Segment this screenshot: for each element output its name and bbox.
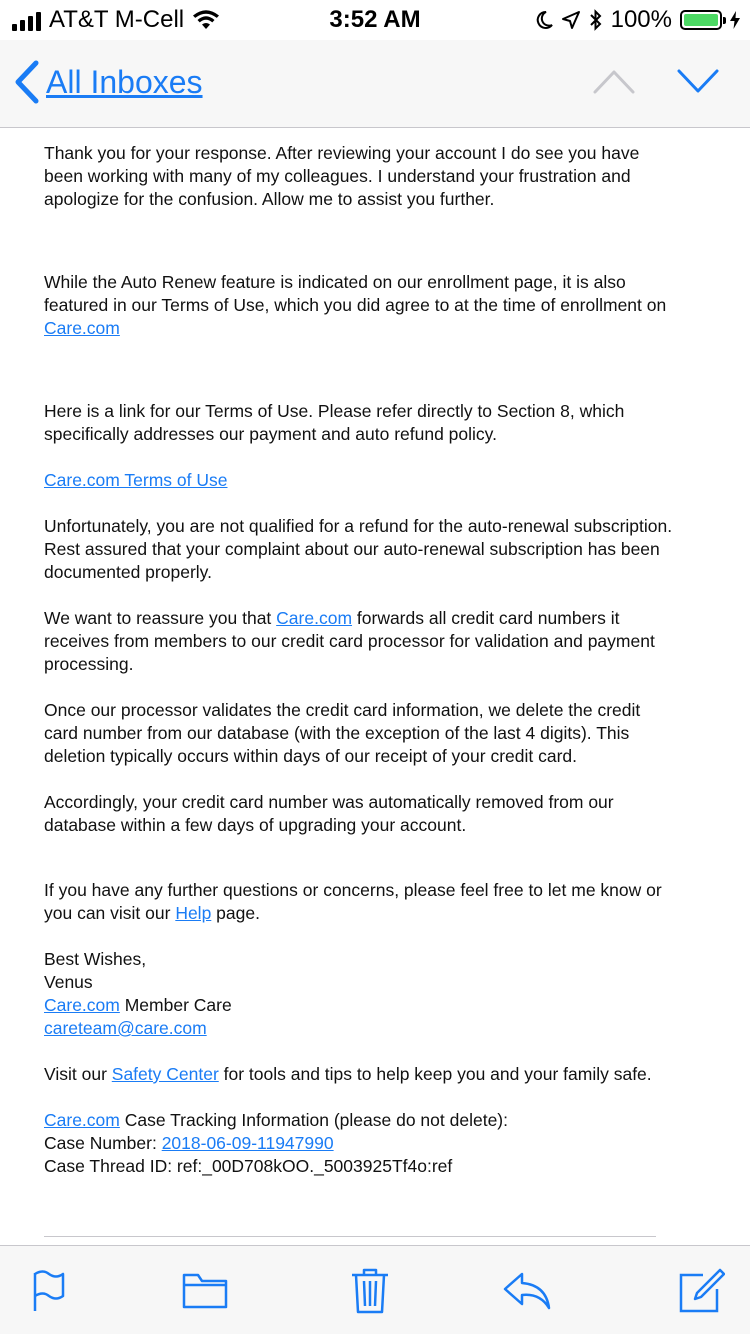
signature-email: [44, 1017, 674, 1040]
bluetooth-icon: [589, 9, 603, 31]
trash-icon: [350, 1267, 390, 1315]
paragraph-help: [44, 879, 674, 925]
reassure-before: We want to reassure you that: [44, 608, 277, 628]
paragraph-deletion: Once our processor validates the credit card information, we delete the credit card number from our database (with the exception of the last 4 digits). This deletion typically occurs within days of our receipt of your credit card.: [44, 700, 641, 766]
bottom-toolbar: [0, 1245, 750, 1334]
message-nav-arrows: [592, 66, 720, 96]
battery-fill: [684, 14, 718, 26]
folder-icon: [182, 1272, 228, 1310]
status-bar: [0, 0, 750, 40]
flag-button[interactable]: [24, 1266, 74, 1316]
safety-before: Visit our: [44, 1064, 112, 1084]
next-message-button[interactable]: [676, 66, 720, 96]
trash-button[interactable]: [345, 1266, 395, 1316]
help-link[interactable]: Help: [175, 903, 212, 923]
chevron-down-icon: [676, 66, 720, 96]
chevron-up-icon: [592, 66, 636, 96]
compose-button[interactable]: [676, 1266, 726, 1316]
paragraph-refund: Unfortunately, you are not qualified for a refund for the auto-renewal subscription. Rest assured that your complaint about our auto-renewal subscription has been documented properly.: [44, 516, 673, 582]
paragraph-greeting: Thank you for your response. After reviewing your account I do see you have been working with many of my colleagues. I understand your frustration and apologize for the confusion. Allow me to assist you further.: [44, 143, 640, 209]
nav-bar: [0, 40, 750, 128]
email-body: [44, 142, 674, 1178]
clock: 3:52 AM: [329, 6, 421, 33]
help-before: If you have any further questions or concerns, please feel free to let me know or you can visit our: [44, 880, 662, 923]
flag-icon: [29, 1269, 69, 1313]
status-right: [535, 6, 740, 34]
help-after: page.: [211, 903, 260, 923]
charging-icon: [730, 11, 740, 29]
case-number-label: Case Number:: [44, 1133, 162, 1153]
signature-company: [44, 994, 674, 1017]
moon-icon: [535, 10, 553, 30]
care-link[interactable]: Care.com: [44, 995, 120, 1015]
compose-icon: [677, 1267, 725, 1315]
previous-message-button[interactable]: [592, 66, 636, 96]
auto-renew-text: While the Auto Renew feature is indicated on our enrollment page, it is also featured in our Terms of Use, which you did agree to at the time of enrollment on: [44, 272, 667, 315]
safety-center-link[interactable]: Safety Center: [111, 1064, 219, 1084]
case-title-text: Case Tracking Information (please do not delete):: [119, 1110, 508, 1130]
safety-after: for tools and tips to help keep you and your family safe.: [218, 1064, 652, 1084]
terms-of-use-link[interactable]: Care.com Terms of Use: [44, 470, 228, 490]
care-link[interactable]: Care.com: [276, 608, 353, 628]
care-link[interactable]: Care.com: [44, 1110, 120, 1130]
case-tracking-title: [44, 1109, 674, 1132]
case-number: [44, 1132, 674, 1155]
chevron-left-icon: [14, 60, 40, 104]
signature-greeting: Best Wishes,: [44, 949, 147, 969]
move-to-folder-button[interactable]: [180, 1266, 230, 1316]
paragraph-terms-link: [44, 469, 674, 492]
case-thread-id: Case Thread ID: ref:_00D708kOO._5003925Tf4o:ref: [44, 1156, 453, 1176]
battery-percent: 100%: [610, 6, 672, 33]
paragraph-safety: [44, 1063, 674, 1086]
carrier-name: AT&T M-Cell: [49, 6, 185, 33]
back-label: All Inboxes: [46, 63, 203, 100]
signature-company-text: Member Care: [119, 995, 232, 1015]
reply-button[interactable]: [502, 1266, 552, 1316]
divider: [44, 1236, 656, 1237]
battery-icon: [680, 10, 722, 30]
care-link[interactable]: Care.com: [44, 318, 120, 338]
signature-name: Venus: [44, 972, 93, 992]
careteam-email-link[interactable]: careteam@care.com: [44, 1018, 207, 1038]
paragraph-removed: Accordingly, your credit card number was automatically removed from our database within a few days of upgrading your account.: [44, 792, 614, 835]
paragraph-terms: Here is a link for our Terms of Use. Please refer directly to Section 8, which specifically addresses our payment and auto refund policy.: [44, 401, 625, 444]
back-button[interactable]: [14, 60, 203, 104]
reply-icon: [502, 1271, 552, 1311]
paragraph-reassure: [44, 607, 674, 676]
reassure-after: forwards all credit card numbers it receives from members to our credit card processor for validation and payment processing.: [44, 608, 655, 674]
case-number-link[interactable]: 2018-06-09-11947990: [161, 1133, 334, 1153]
paragraph-auto-renew: [44, 271, 674, 340]
location-icon: [561, 10, 581, 30]
